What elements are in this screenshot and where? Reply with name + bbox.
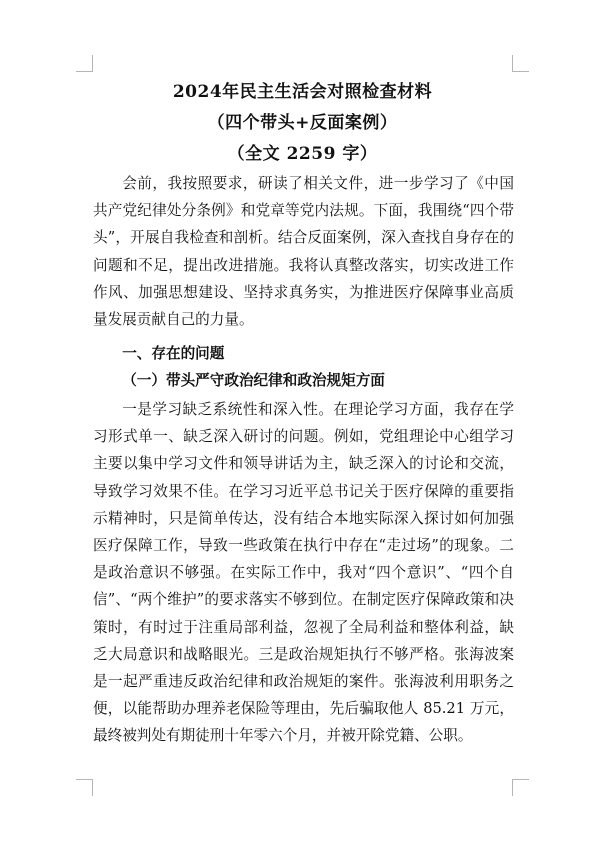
crop-mark-top-right bbox=[512, 55, 529, 72]
document-title: 2024年民主生活会对照检查材料 bbox=[172, 82, 433, 102]
intro-paragraph: 会前，我按照要求，研读了相关文件，进一步学习了《中国共产党纪律处分条例》和党章等党内法规。下面，我围绕“四个带头”，开展自我检查和剖析。结合反面案例，深入查找自身存在的问题和不足，提出改进措施。我将认真整改落实，切实改进工作作风、加强思想建设、坚持求真务实，为推进医疗保障事业高质量发展贡献自己的力量。 bbox=[93, 175, 514, 329]
section-heading-1: 一、存在的问题 bbox=[122, 345, 225, 362]
crop-mark-bottom-right bbox=[512, 779, 529, 796]
subsection-heading-1: （一）带头严守政治纪律和政治规矩方面 bbox=[122, 372, 385, 389]
document-subtitle: （四个带头+反面案例） bbox=[207, 113, 398, 133]
document-word-count: （全文 2259 字） bbox=[227, 144, 378, 164]
main-paragraph: 一是学习缺乏系统性和深入性。在理论学习方面，我存在学习形式单一、缺乏深入研讨的问题。例如，党组理论中心组学习主要以集中学习文件和领导讲话为主，缺乏深入的讨论和交流，导致学习效果不佳。在学习习近平总书记关于医疗保障的重要指示精神时，只是简单传达，没有结合本地实际深入探讨如何加强医疗保障工作，导致一些政策在执行中存在“走过场”的现象。二是政治意识不够强。在实际工作中，我对“四个意识”、“四个自信”、“两个维护”的要求落实不够到位。在制定医疗保障政策和决策时，有时过于注重局部利益，忽视了全局利益和整体利益，缺乏大局意识和战略眼光。三是政治规矩执行不够严格。张海波案是一起严重违反政治纪律和政治规矩的案件。张海波利用职务之便，以能帮助办理养老保险等理由，先后骗取他人 85.21 万元，最终被判处有期徒刑十年零六个月，并被开除党籍、公职。 bbox=[93, 401, 514, 745]
crop-mark-top-left bbox=[76, 55, 93, 72]
crop-mark-bottom-left bbox=[76, 779, 93, 796]
